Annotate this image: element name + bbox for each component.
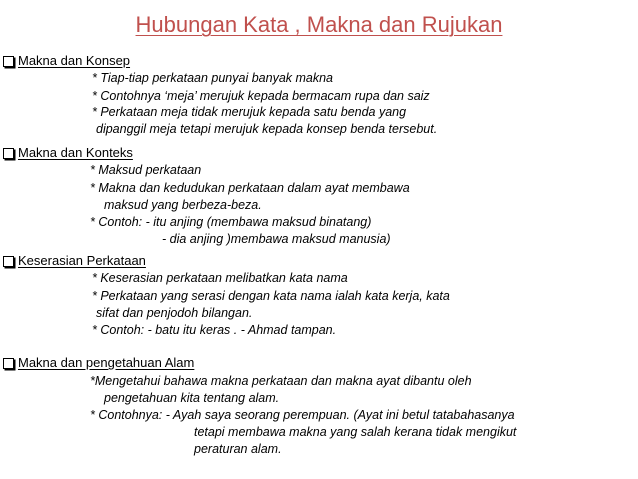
section-line: pengetahuan kita tentang alam. xyxy=(104,391,280,405)
section-line: * Contohnya: - Ayah saya seorang perempuan. (Ayat ini betul tatabahasanya xyxy=(90,408,515,422)
section-line: * Keserasian perkataan melibatkan kata nama xyxy=(92,271,348,285)
section-line: * Perkataan meja tidak merujuk kepada satu benda yang xyxy=(92,105,407,119)
section-line: maksud yang berbeza-beza. xyxy=(104,198,262,212)
section-line: * Tiap-tiap perkataan punyai banyak makna xyxy=(92,71,334,85)
section-heading-keserasian xyxy=(3,253,146,269)
section-line: * Makna dan kedudukan perkataan dalam ayat membawa xyxy=(90,181,410,195)
section-heading-label: Keserasian Perkataan xyxy=(18,253,146,268)
section-line: peraturan alam. xyxy=(194,442,282,456)
section-line: dipanggil meja tetapi merujuk kepada konsep benda tersebut. xyxy=(96,122,438,136)
section-line: sifat dan penjodoh bilangan. xyxy=(96,306,253,320)
section-heading-label: Makna dan Konteks xyxy=(18,145,133,160)
section-heading-label: Makna dan pengetahuan Alam xyxy=(18,355,195,370)
section-heading-konsep xyxy=(3,53,130,69)
section-heading-alam xyxy=(3,355,194,371)
checkbox-bullet-icon xyxy=(3,148,14,159)
section-line: * Contoh: - itu anjing (membawa maksud binatang) xyxy=(90,215,372,229)
page-title: Hubungan Kata , Makna dan Rujukan xyxy=(135,12,503,37)
checkbox-bullet-icon xyxy=(3,56,14,67)
section-line: tetapi membawa makna yang salah kerana tidak mengikut xyxy=(194,425,517,439)
section-line: * Contohnya ‘meja’ merujuk kepada bermacam rupa dan saiz xyxy=(92,89,430,103)
section-line: * Perkataan yang serasi dengan kata nama ialah kata kerja, kata xyxy=(92,289,450,303)
section-heading-label: Makna dan Konsep xyxy=(18,53,131,68)
section-line: * Contoh: - batu itu keras . - Ahmad tampan. xyxy=(92,323,337,337)
checkbox-bullet-icon xyxy=(3,358,14,369)
section-line: *Mengetahui bahawa makna perkataan dan makna ayat dibantu oleh xyxy=(90,374,472,388)
checkbox-bullet-icon xyxy=(3,256,14,267)
section-heading-konteks xyxy=(3,145,133,161)
section-line: * Maksud perkataan xyxy=(90,163,202,177)
section-line: - dia anjing )membawa maksud manusia) xyxy=(162,232,391,246)
